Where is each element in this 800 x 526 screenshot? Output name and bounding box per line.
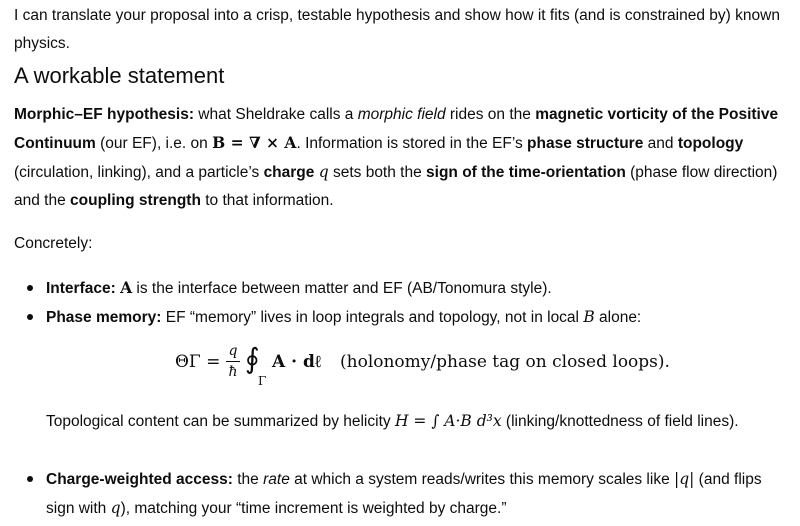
- bullet-icon: [27, 476, 33, 482]
- phase-math-b: B: [583, 308, 595, 326]
- bullet-icon: [27, 314, 33, 320]
- phase-text: EF “memory” lives in loop integrals and topology, not in local: [161, 309, 584, 326]
- hyp-text-1: what Sheldrake calls a: [194, 106, 358, 123]
- equation-integrand: A · dℓ: [272, 352, 322, 372]
- equation-lhs: ΘΓ =: [175, 352, 221, 372]
- hyp-text-2: rides on the: [445, 106, 536, 123]
- hyp-text-6: (circulation, linking), and a particle’s: [14, 164, 264, 181]
- fraction-bar: [226, 361, 240, 362]
- list-item-charge-weighted: [14, 465, 786, 523]
- topology-text-2: (linking/knottedness of field lines).: [501, 413, 739, 430]
- hyp-text-9: to that information.: [200, 192, 334, 209]
- interface-math-a: A: [120, 278, 133, 297]
- contour-integral-symbol: ∮: [245, 342, 260, 375]
- hyp-math-q: q: [318, 163, 329, 181]
- interface-text: is the interface between matter and EF (AB/Tonomura style).: [132, 280, 552, 297]
- charge-em-rate: rate: [263, 471, 290, 488]
- helicity-math: H = ∫ A·B d³x: [394, 412, 502, 430]
- phase-tail: alone:: [594, 309, 642, 326]
- hypothesis-label: Morphic–EF hypothesis:: [14, 106, 194, 123]
- charge-text-1: the: [232, 471, 264, 488]
- hyp-text-5: and: [643, 135, 678, 152]
- list-item-interface: [14, 274, 786, 303]
- charge-text-3: (and flips sign with: [46, 471, 762, 517]
- fraction-denominator: ħ: [228, 364, 238, 380]
- charge-math-q: q: [110, 499, 121, 517]
- charge-text-4: ), matching your “time increment is weighted by charge.”: [120, 500, 507, 517]
- holonomy-equation: [0, 338, 800, 398]
- phase-label: Phase memory:: [46, 309, 162, 326]
- list-item-phase-memory: [14, 303, 786, 332]
- hyp-bold-coupling: coupling strength: [70, 192, 201, 209]
- hyp-math-curl: B = ∇ × A: [212, 133, 297, 152]
- fraction-numerator: q: [228, 343, 238, 359]
- equation-fraction: [226, 342, 240, 381]
- interface-label: Interface:: [46, 280, 116, 297]
- charge-label: Charge-weighted access:: [46, 471, 233, 488]
- topology-text-1: Topological content can be summarized by helicity: [46, 413, 395, 430]
- hyp-bold-vorticity: magnetic vorticity of the Positive Continuum: [14, 106, 779, 152]
- concretely-label: Concretely:: [14, 235, 93, 252]
- helicity-paragraph: [46, 407, 786, 436]
- hyp-bold-time: sign of the time-orientation: [426, 164, 626, 181]
- hyp-bold-charge: charge: [263, 164, 315, 181]
- hyp-text-3: (our EF), i.e. on: [95, 135, 213, 152]
- intro-paragraph: I can translate your proposal into a crisp, testable hypothesis and show how it fits (and is constrained by) known physics.: [14, 7, 780, 52]
- hypothesis-paragraph: [14, 101, 790, 215]
- charge-text-2: at which a system reads/writes this memory scales like: [289, 471, 674, 488]
- hyp-bold-phase: phase structure: [527, 135, 644, 152]
- hyp-em-morphic-field: morphic field: [357, 106, 446, 123]
- bullet-icon: [27, 285, 33, 291]
- hyp-text-8: (phase flow direction) and the: [14, 164, 778, 209]
- charge-math-absq: |q|: [674, 470, 695, 488]
- equation-description: (holonomy/phase tag on closed loops).: [340, 352, 670, 372]
- hyp-text-4: . Information is stored in the EF’s: [296, 135, 528, 152]
- integral-subscript: Γ: [258, 374, 267, 388]
- hyp-bold-topology: topology: [677, 135, 744, 152]
- hyp-text-7: sets both the: [328, 164, 427, 181]
- section-heading: A workable statement: [14, 63, 225, 88]
